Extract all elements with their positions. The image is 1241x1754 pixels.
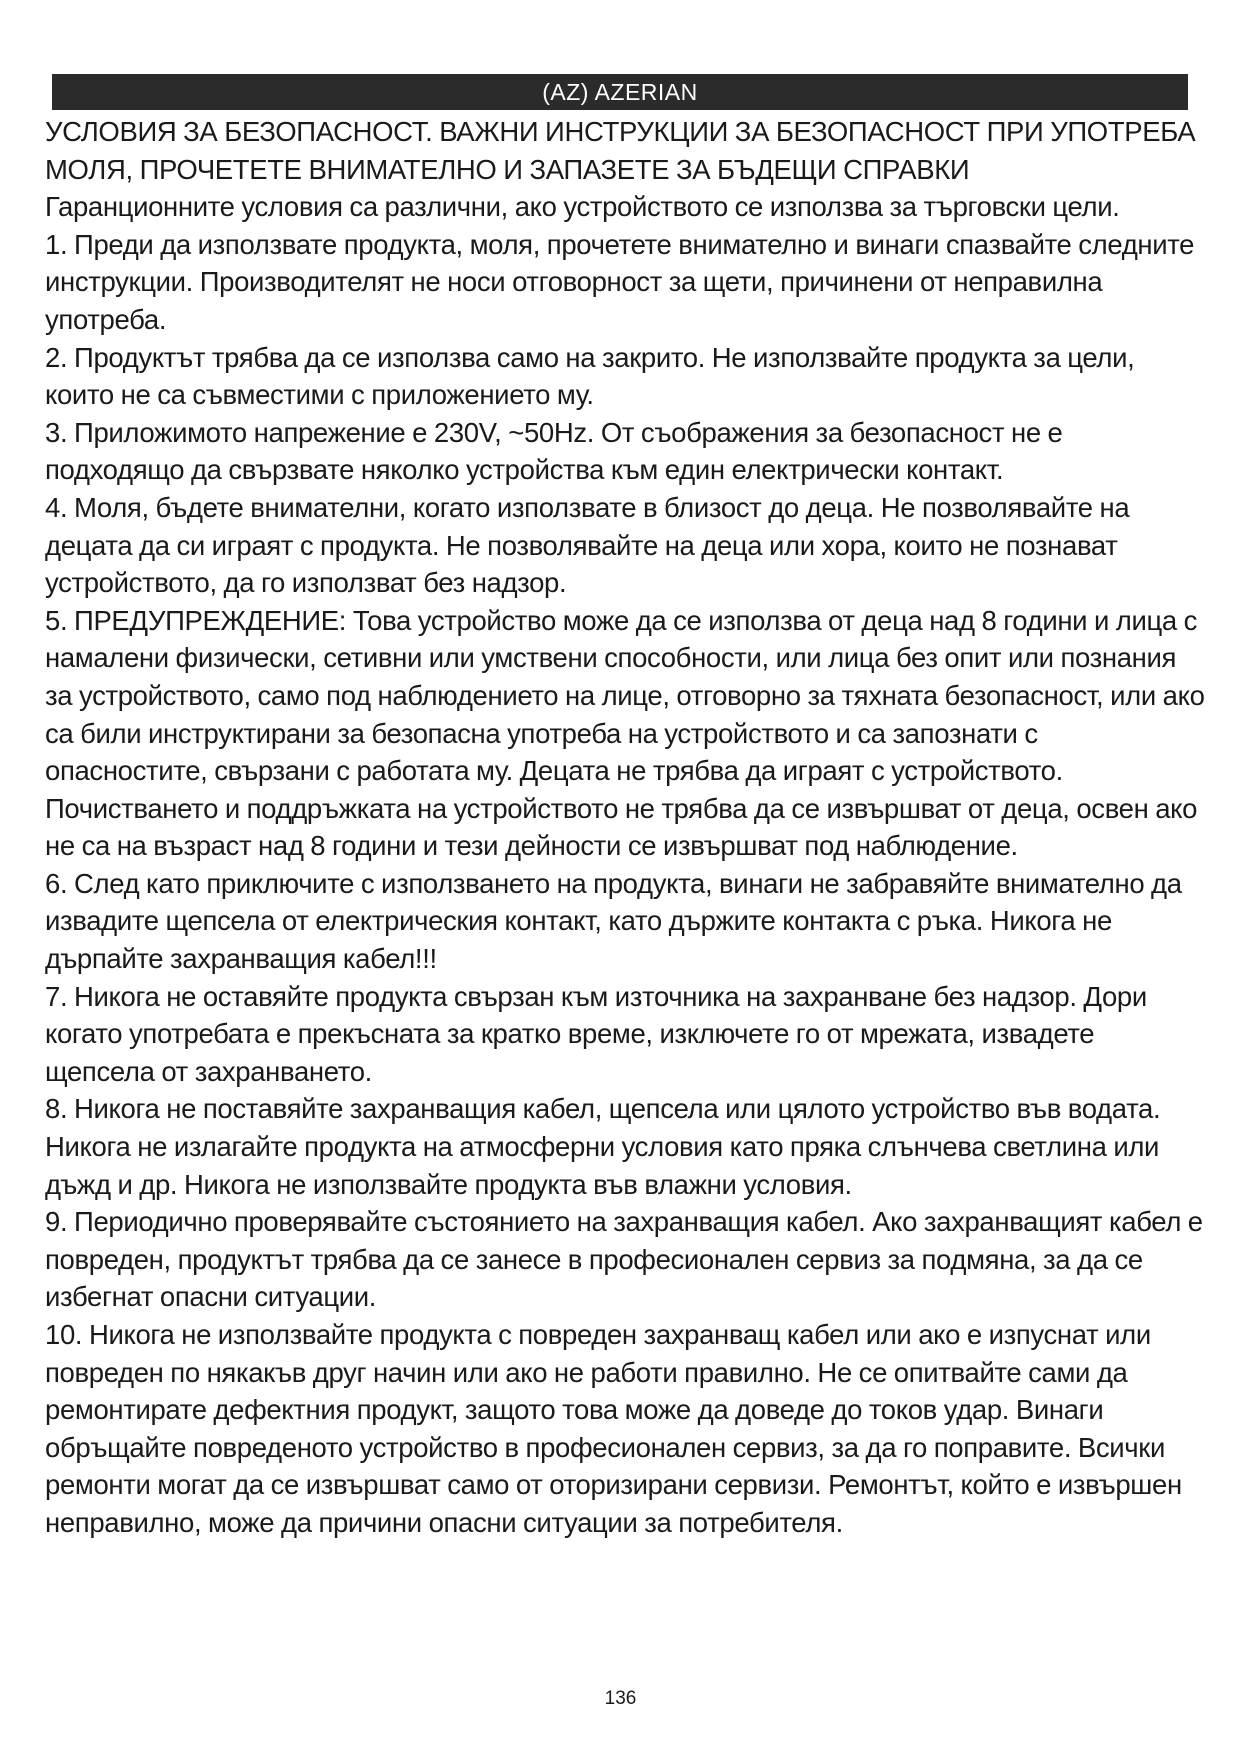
instruction-item-6: 6. След като приключите с използването на продукта, винаги не забравяйте внимателно да извадите щепсела от електрическия контакт, като държите контакта с ръка. Никога не дърпайте захранващия кабел!!! [45, 867, 1182, 975]
instruction-item-4: 4. Моля, бъдете внимателни, когато използвате в близост до деца. Не позволявайте на децата да си играят с продукта. Не позволявайте на деца или хора, които не познават устройството, да го използват без надзор. [45, 491, 1130, 599]
warranty-note: Гаранционните условия са различни, ако устройството се използва за търговски цели. [45, 191, 1120, 223]
page-number: 136 [604, 1688, 637, 1709]
instruction-item-5: 5. ПРЕДУПРЕЖДЕНИЕ: Това устройство може да се използва от деца над 8 години и лица с намалени физически, сетивни или умствени способности, или лица без опит или познания за устройството, само под наблюдението на лице, отговорно за тяхната безопасност, или ако са били инструктирани за безопасна употреба на устройството и са запознати с опасностите, свързани с работата му. Децата не трябва да играят с устройството. Почистването и поддръжката на устройството не трябва да се извършват от деца, освен ако не са на възраст над 8 години и тези дейности се извършват под наблюдение. [45, 604, 1205, 862]
document-title: УСЛОВИЯ ЗА БЕЗОПАСНОСТ. ВАЖНИ ИНСТРУКЦИИ ЗА БЕЗОПАСНОСТ ПРИ УПОТРЕБА [45, 116, 1196, 147]
language-label: (AZ) AZERIAN [542, 79, 698, 105]
instruction-item-9: 9. Периодично проверявайте състоянието на захранващия кабел. Ако захранващият кабел е повреден, продуктът трябва да се занесе в професионален сервиз за подмяна, за да се избегнат опасни ситуации. [45, 1206, 1203, 1313]
instruction-item-3: 3. Приложимото напрежение е 230V, ~50Hz. От съображения за безопасност не е подходящо да свързвате няколко устройства към един електрически контакт. [45, 416, 1063, 486]
document-body [45, 113, 1205, 1542]
instruction-item-10: 10. Никога не използвайте продукта с повреден захранващ кабел или ако е изпуснат или повреден по някакъв друг начин или ако не работи правилно. Не се опитвайте сами да ремонтирате дефектния продукт, защото това може да доведе до токов удар. Винаги обръщайте повреденото устройство в професионален сервиз, за да го поправите. Всички ремонти могат да се извършват само от оторизирани сервизи. Ремонтът, който е извършен неправилно, може да причини опасни ситуации за потребителя. [45, 1319, 1182, 1538]
document-subtitle: МОЛЯ, ПРОЧЕТЕТЕ ВНИМАТЕЛНО И ЗАПАЗЕТЕ ЗА БЪДЕЩИ СПРАВКИ [45, 153, 970, 185]
instruction-item-2: 2. Продуктът трябва да се използва само на закрито. Не използвайте продукта за цели, които не са съвместими с приложението му. [45, 341, 1135, 411]
language-header-bar [52, 74, 1188, 110]
instruction-item-7: 7. Никога не оставяйте продукта свързан към източника на захранване без надзор. Дори когато употребата е прекъсната за кратко време, изключете го от мрежата, извадете щепсела от захранването. [45, 980, 1147, 1087]
instruction-item-1: 1. Преди да използвате продукта, моля, прочетете внимателно и винаги спазвайте следните инструкции. Производителят не носи отговорност за щети, причинени от неправилна употреба. [45, 228, 1195, 335]
instruction-item-8: 8. Никога не поставяйте захранващия кабел, щепсела или цялото устройство във водата. Никога не излагайте продукта на атмосферни условия като пряка слънчева светлина или дъжд и др. Никога не използвайте продукта във влажни условия. [45, 1093, 1161, 1200]
